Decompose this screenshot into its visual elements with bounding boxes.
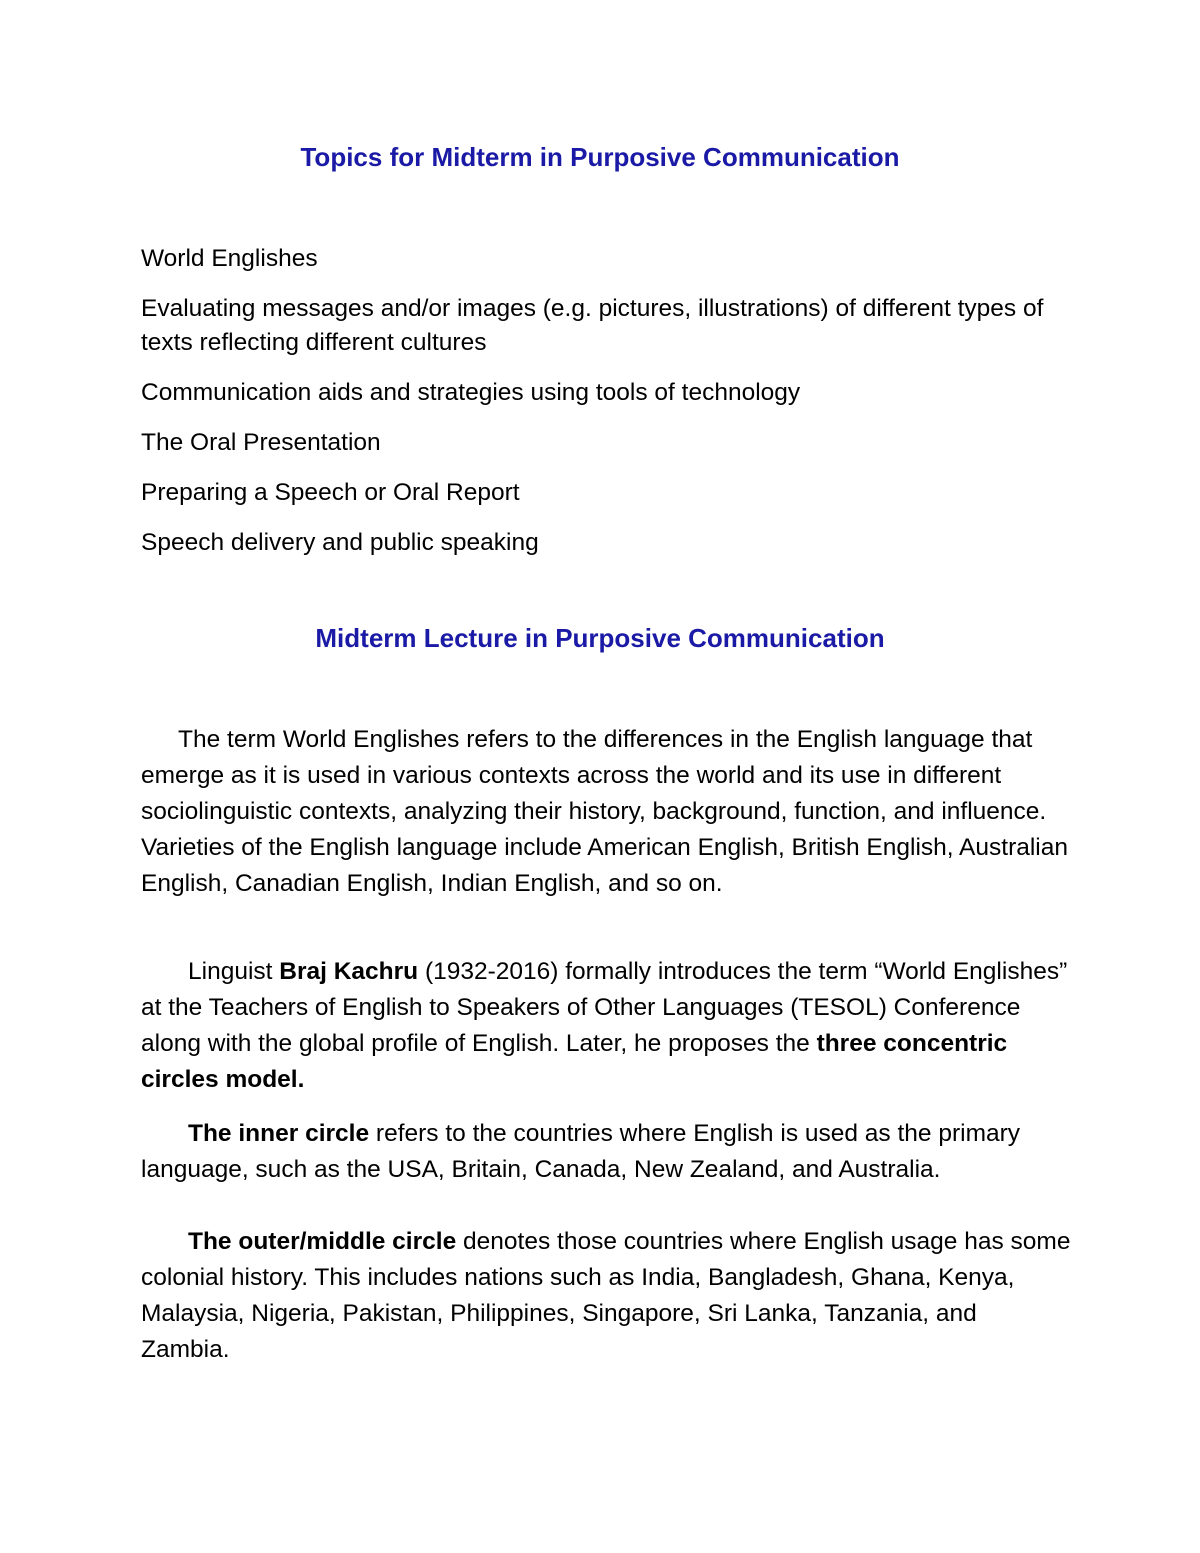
bold-term: The outer/middle circle (188, 1228, 457, 1255)
bold-name: Braj Kachru (279, 958, 419, 985)
paragraph-text: denotes those countries where English usage has some colonial history. This includes nations such as India, Bangladesh, Ghana, Kenya, Malaysia, Nigeria, Pakistan, Philippines, Singapore, Sri Lanka, Tanzania, and Zambia. (141, 1228, 1071, 1363)
paragraph-kachru (141, 954, 1071, 1098)
topic-item: Evaluating messages and/or images (e.g. pictures, illustrations) of different types of texts reflecting different cultures (141, 295, 1044, 356)
bold-term: The inner circle (188, 1120, 370, 1147)
topic-item: Speech delivery and public speaking (141, 529, 539, 556)
topic-item: Communication aids and strategies using tools of technology (141, 379, 801, 406)
paragraph-text: (1932-2016) formally introduces the term “World Englishes” at the Teachers of English to Speakers of Other Languages (TESOL) Conference along with the global profile of English. Later, he proposes the (141, 958, 1068, 1057)
lecture-title: Midterm Lecture in Purposive Communication (315, 623, 885, 653)
paragraph-text: Linguist (188, 958, 280, 985)
topic-item: The Oral Presentation (141, 429, 381, 456)
paragraph-text: refers to the countries where English is used as the primary language, such as the USA, Britain, Canada, New Zealand, and Australia. (141, 1120, 1021, 1183)
paragraph-outer-circle (141, 1224, 1071, 1368)
paragraph-inner-circle (141, 1116, 1071, 1188)
topics-list (141, 242, 1071, 576)
bold-model: three concentric circles model. (141, 1030, 1008, 1093)
topic-item: Preparing a Speech or Oral Report (141, 479, 520, 506)
paragraph-world-englishes: The term World Englishes refers to the differences in the English language that emerge as it is used in various contexts across the world and its use in different sociolinguistic contexts, analyzing their history, background, function, and influence. Varieties of the English language include American English, British English, Australian English, Canadian English, Indian English, and so on. (141, 726, 1068, 897)
topic-item: World Englishes (141, 245, 318, 272)
topics-title: Topics for Midterm in Purposive Communication (300, 142, 900, 172)
